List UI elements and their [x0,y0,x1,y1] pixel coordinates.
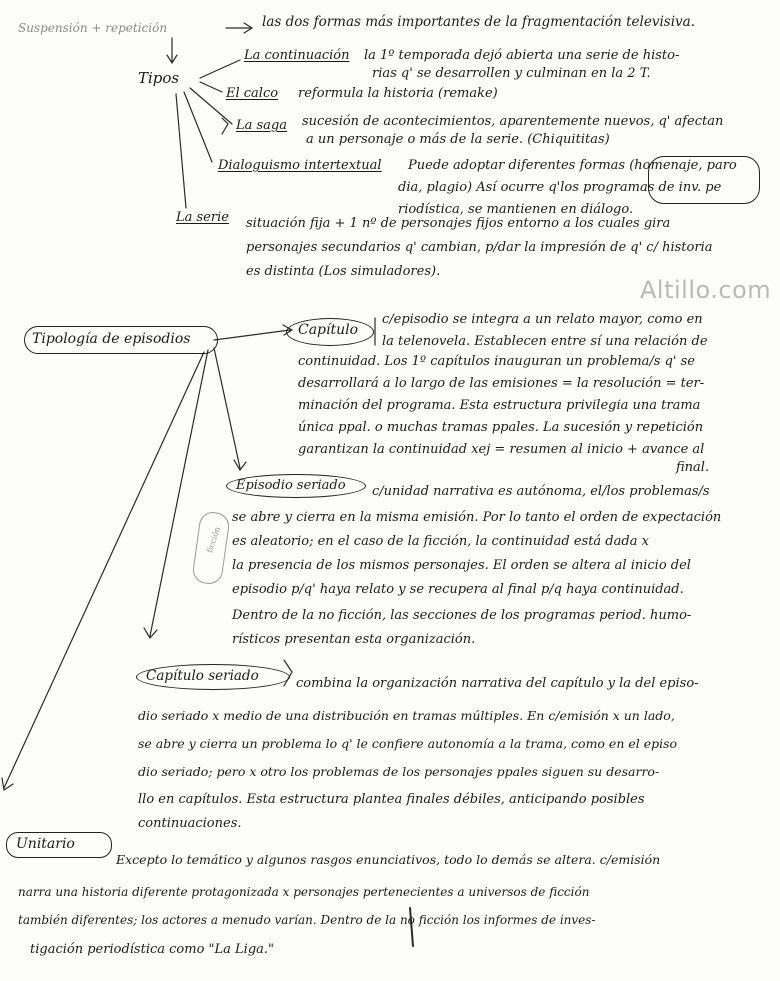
arrow-episodio-seriado [214,348,246,470]
branch-continuacion [200,60,240,78]
capitulo-seriado-line: combina la organización narrativa del capítulo y la del episo- [296,676,699,691]
tipo-text-line: la 1º temporada dejó abierta una serie de histo- [364,48,680,63]
watermark: Altillo.com [640,276,772,304]
tipo-text-line: reformula la historia (remake) [298,86,498,101]
capitulo-line: final. [676,460,710,475]
tipo-text-line: personajes secundarios q' cambian, p/dar la impresión de q' c/ historia [246,240,713,255]
tipo-text-line: dia, plagio) Así ocurre q'los programas de inv. pe [398,180,722,195]
tipo-text-line: rias q' se desarrollen y culminan en la 2 T. [372,66,651,81]
capitulo-line: c/episodio se integra a un relato mayor, como en [382,312,703,327]
capitulo-seriado-term: Capítulo seriado [146,668,259,684]
capitulo-term: Capítulo [298,322,359,338]
tipo-text-line: es distinta (Los simuladores). [246,264,441,279]
capitulo-seriado-line: se abre y cierra un problema lo q' le confiere autonomía a la trama, como en el episo [138,736,678,751]
capitulo-line: desarrollará a lo largo de las emisiones = la resolución = ter- [298,376,705,391]
capitulo-seriado-line: dio seriado x medio de una distribución en tramas múltiples. En c/emisión x un lado, [138,708,675,723]
header-right: las dos formas más importantes de la fragmentación televisiva. [262,14,695,30]
header-left: Suspensión + repetición [18,21,168,35]
tipo-text-line: riodística, se mantienen en diálogo. [398,202,634,217]
branch-calco [200,82,222,92]
episodio-line: c/unidad narrativa es autónoma, el/los problemas/s [372,484,710,499]
tipo-text-line: Puede adoptar diferentes formas (homenaje, paro [408,158,737,173]
unitario-term: Unitario [16,836,75,852]
tipologia-label: Tipología de episodios [32,331,191,347]
unitario-line: también diferentes; los actores a menudo varían. Dentro de la no ficción los informes de inves- [18,913,596,927]
tipo-term-saga: La saga [236,118,288,133]
episodio-line: es aleatorio; en el caso de la ficción, la continuidad está dada x [232,534,649,549]
capitulo-line: continuidad. Los 1º capítulos inauguran un problema/s q' se [298,354,695,369]
capitulo-line: garantizan la continuidad xej = resumen al inicio + avance al [298,442,705,457]
branch-serie [176,94,186,208]
tipo-term-calco: El calco [226,86,279,101]
episodio-seriado-term: Episodio seriado [236,478,346,493]
margin-stamp: ficción [191,510,231,585]
tipo-term-serie: La serie [176,210,229,225]
tipos-label: Tipos [138,69,180,87]
tipo-term-continuacion: La continuación [244,48,350,63]
tipos-down-arrow [167,38,177,63]
episodio-line: Dentro de la no ficción, las secciones de los programas period. humo- [232,608,692,623]
tipo-term-dialoguismo: Dialoguismo intertextual [218,158,382,173]
capitulo-line: la telenovela. Establecen entre sí una relación de [382,334,708,349]
arrow-unitario [2,352,204,790]
tipo-text-line: situación fija + 1 nº de personajes fijos entorno a los cuales gira [246,216,671,231]
unitario-line: tigación periodística como "La Liga." [30,942,274,957]
capitulo-seriado-line: llo en capítulos. Esta estructura plantea finales débiles, anticipando posibles [138,792,645,807]
episodio-line: episodio p/q' haya relato y se recupera al final p/q haya continuidad. [232,582,684,597]
episodio-line: se abre y cierra en la misma emisión. Por lo tanto el orden de expectación [232,510,722,525]
tipo-text-line: a un personaje o más de la serie. (Chiquititas) [306,132,610,147]
tipo-text-line: sucesión de acontecimientos, aparentemente nuevos, q' afectan [302,114,724,129]
arrow-capitulo-seriado [144,350,208,638]
header-arrow [226,23,252,33]
arrow-capitulo [214,325,292,340]
unitario-line: Excepto lo temático y algunos rasgos enunciativos, todo lo demás se altera. c/emisión [116,852,661,867]
episodio-line: rísticos presentan esta organización. [232,632,476,647]
unitario-line: narra una historia diferente protagonizada x personajes pertenecientes a universos de ficción [18,885,590,899]
episodio-line: la presencia de los mismos personajes. El orden se altera al inicio del [232,558,691,573]
capitulo-seriado-line: continuaciones. [138,816,242,831]
capitulo-line: minación del programa. Esta estructura privilegia una trama [298,398,701,413]
capitulo-line: única ppal. o muchas tramas ppales. La sucesión y repetición [298,420,704,435]
capitulo-seriado-line: dio seriado; pero x otro los problemas de los personajes ppales siguen su desarro- [138,764,660,779]
branch-dialoguismo [184,92,212,162]
